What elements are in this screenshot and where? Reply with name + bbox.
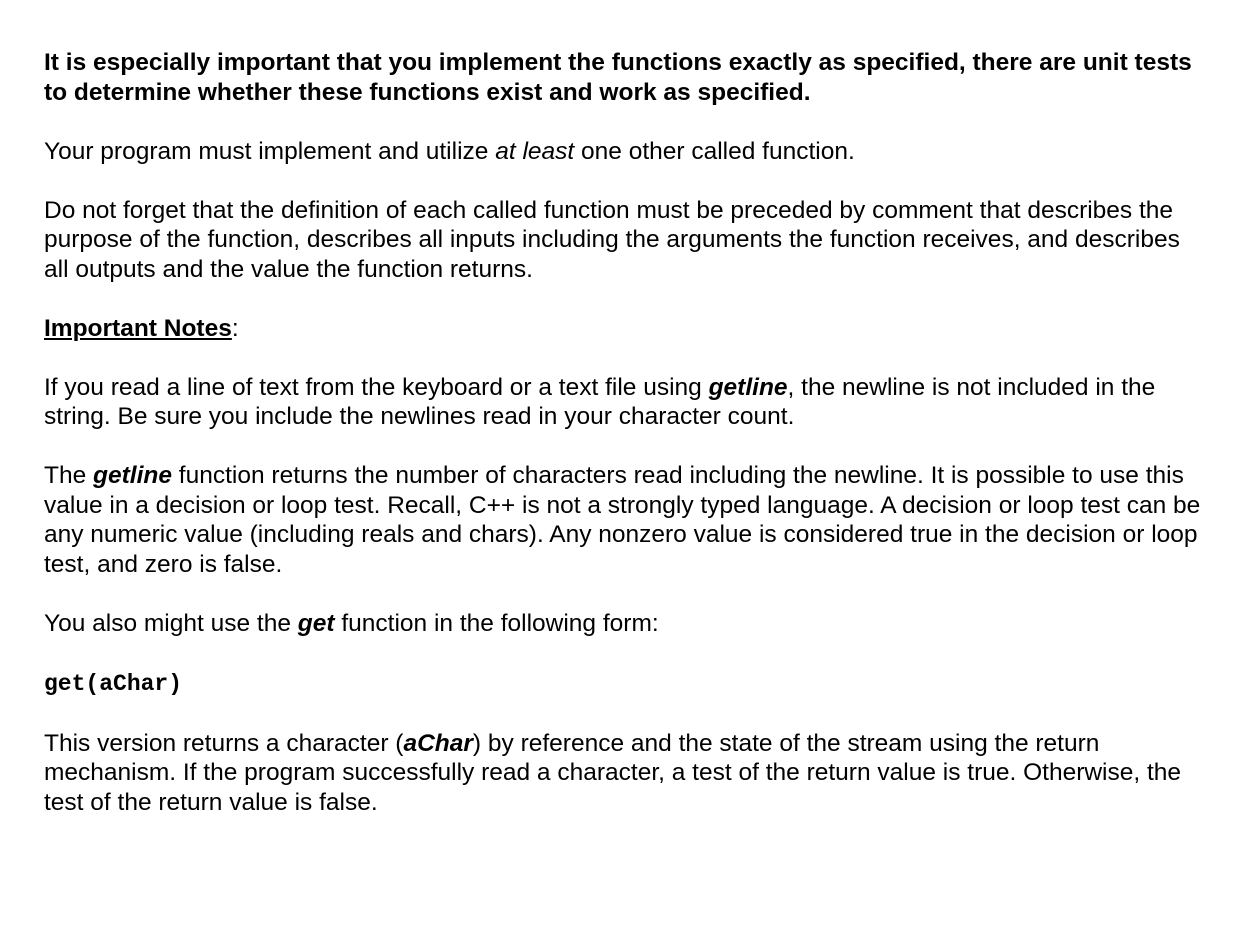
getline-newline-text-before: If you read a line of text from the keyboard or a text file using: [44, 373, 709, 401]
getline-return-text-after: function returns the number of characters read including the newline. It is possible to use this value in a decision or loop test. Recall, C++ is not a strongly typed language. A decision or loop test can be any numeric value (including reals and chars). Any nonzero value is considered true in the decision or loop test, and zero is false.: [44, 462, 1201, 578]
code-sample: get(aChar): [44, 670, 183, 697]
important-notes-heading-text: Important Notes: [44, 314, 232, 342]
get-function-text-before: You also might use the: [44, 609, 298, 637]
document-page: [44, 48, 1204, 847]
comment-requirement-paragraph: [44, 196, 1204, 285]
get-function-paragraph: [44, 609, 1204, 639]
important-requirement-paragraph: [44, 48, 1204, 107]
at-least-emphasis: at least: [495, 137, 575, 165]
getline-keyword: getline: [708, 373, 788, 401]
other-function-text-before: Your program must implement and utilize: [44, 137, 496, 165]
other-function-paragraph: [44, 137, 1204, 167]
other-function-text-after: one other called function.: [574, 137, 855, 165]
get-return-text-after: ) by reference and the state of the stream using the return mechanism. If the program successfully read a character, a test of the return value is true. Otherwise, the test of the return value is false.: [44, 729, 1182, 816]
getline-newline-text-after: , the newline is not included in the string. Be sure you include the newlines read in your character count.: [44, 373, 1156, 430]
important-notes-heading-colon: :: [231, 314, 239, 342]
achar-keyword: aChar: [403, 729, 473, 757]
get-return-paragraph: [44, 729, 1204, 818]
code-sample-paragraph: [44, 668, 1204, 700]
getline-return-paragraph: [44, 461, 1204, 579]
important-notes-heading: [44, 314, 1204, 344]
get-function-text-after: function in the following form:: [334, 609, 659, 637]
get-keyword: get: [297, 609, 335, 637]
getline-return-text-before: The: [44, 462, 94, 489]
get-return-text-before: This version returns a character (: [44, 729, 404, 757]
comment-requirement-text: Do not forget that the definition of each called function must be preceded by comment that describes the purpose of the function, describes all inputs including the arguments the function receives, and describes all outputs and the value the function returns.: [44, 196, 1180, 283]
getline-newline-paragraph: [44, 373, 1204, 432]
getline-keyword: getline: [93, 462, 172, 489]
important-requirement-text: It is especially important that you implement the functions exactly as specified, there are unit tests to determine whether these functions exist and work as specified.: [44, 49, 1192, 106]
